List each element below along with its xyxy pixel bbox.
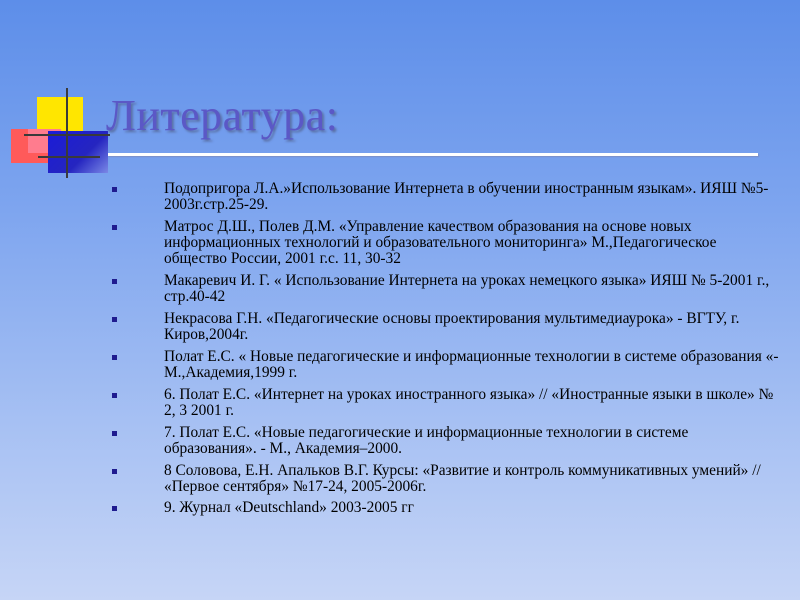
reference-text: 8 Соловова, Е.Н. Апальков В.Г. Курсы: «Развитие и контроль коммуникативных умений» // «Первое сентября» №17-24, 2005-2006г. xyxy=(164,461,761,495)
reference-text: 6. Полат Е.С. «Интернет на уроках иностранного языка» // «Иностранные языки в школе» № 2, 3 2001 г. xyxy=(164,385,774,419)
square-bullet-icon xyxy=(112,393,117,398)
square-bullet-icon xyxy=(112,225,117,230)
slide-title: Литература: xyxy=(106,91,339,140)
square-bullet-icon xyxy=(112,279,117,284)
square-bullet-icon xyxy=(112,431,117,436)
reference-text: Подопригора Л.А.»Использование Интернета в обучении иностранным языкам». ИЯШ №5-2003г.стр.25-29. xyxy=(164,180,769,214)
reference-item xyxy=(112,181,780,213)
reference-item xyxy=(112,219,780,268)
square-bullet-icon xyxy=(112,317,117,322)
square-bullet-icon xyxy=(112,355,117,360)
horizontal-line xyxy=(38,156,100,158)
reference-item xyxy=(112,387,780,419)
reference-item xyxy=(112,500,780,516)
square-bullet-icon xyxy=(112,469,117,474)
title-divider xyxy=(108,153,758,156)
reference-item xyxy=(112,463,780,495)
reference-text: 7. Полат Е.С. «Новые педагогические и информационные технологии в системе образования». - М., Академия–2000. xyxy=(164,423,689,457)
reference-text: Полат Е.С. « Новые педагогические и информационные технологии в системе образования «-М.,Академия,1999 г. xyxy=(164,347,779,382)
square-bullet-icon xyxy=(112,506,117,511)
reference-text: Макаревич И. Г. « Использование Интернета на уроках немецкого языка» ИЯШ № 5-2001 г., стр.40-42 xyxy=(164,272,770,306)
reference-item xyxy=(112,425,780,457)
reference-text: 9. Журнал «Deutschland» 2003-2005 гг xyxy=(164,499,414,517)
reference-list xyxy=(112,181,780,522)
reference-text: Матрос Д.Ш., Полев Д.М. «Управление качеством образования на основе новых информационных технологий и образовательного мониторинга» М.,Педагогическое общество России, 2001 г.с. 11, 30-32 xyxy=(164,217,717,268)
vertical-line xyxy=(66,88,68,178)
horizontal-line xyxy=(24,134,110,136)
reference-item xyxy=(112,349,780,381)
square-bullet-icon xyxy=(112,187,117,192)
reference-item xyxy=(112,311,780,343)
reference-text: Некрасова Г.Н. «Педагогические основы проектирования мультимедиаурока» - ВГТУ, г. Киров,2004г. xyxy=(164,309,740,344)
blue-square xyxy=(48,131,108,173)
reference-item xyxy=(112,273,780,305)
